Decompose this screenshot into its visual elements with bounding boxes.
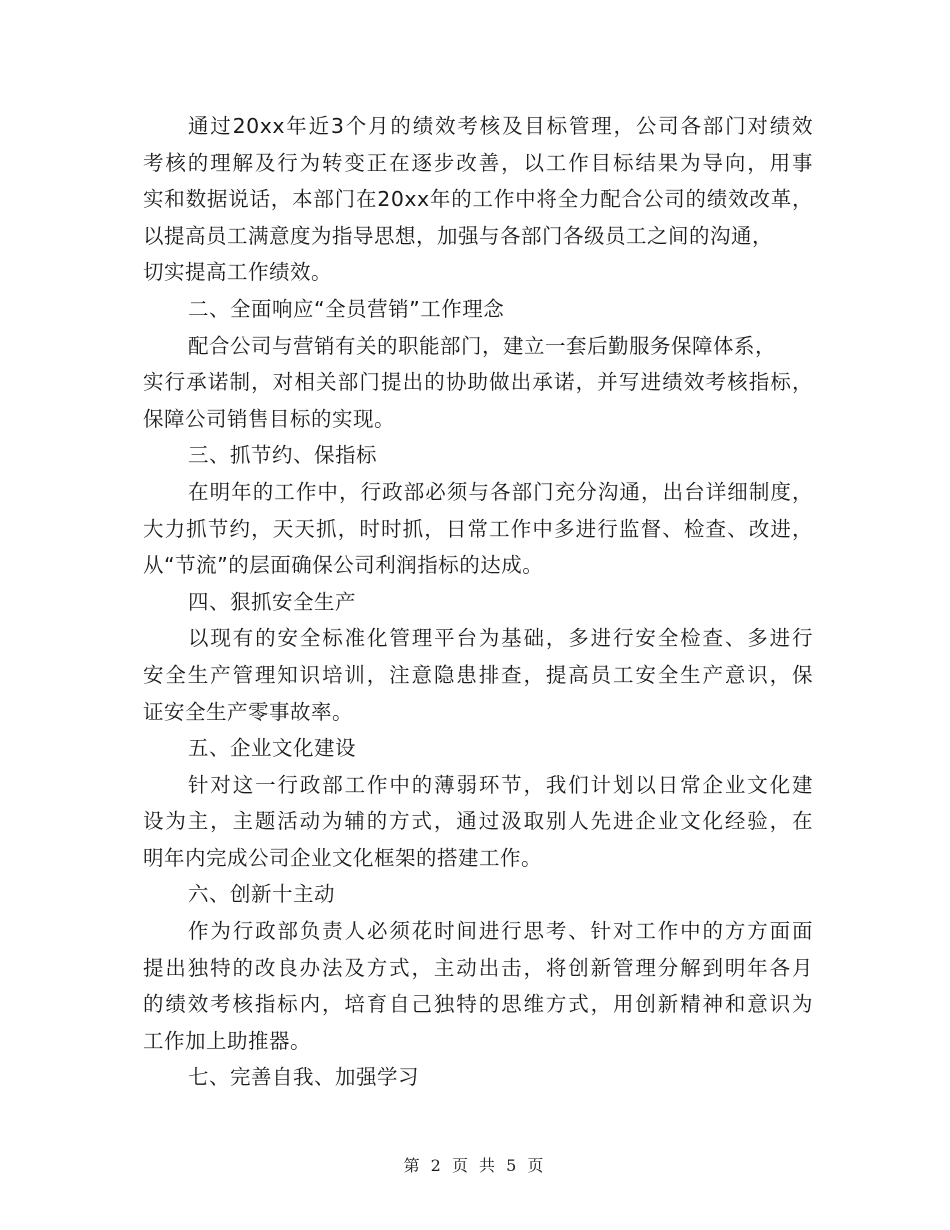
text-line: 切实提高工作绩效。 [143, 260, 332, 285]
text-line: 以提高员工满意度为指导思想，加强与各部门各级员工之间的沟通， [143, 223, 773, 248]
text-line: 实行承诺制，对相关部门提出的协助做出承诺，并写进绩效考核指标， [143, 370, 813, 395]
text-line: 保障公司销售目标的实现。 [143, 406, 395, 431]
text-line: 针对这一行政部工作中的薄弱环节，我们计划以日常企业文化建 [188, 772, 813, 797]
text-line: 作为行政部负责人必须花时间进行思考、针对工作中的方方面面 [188, 919, 813, 944]
text-line: 从“节流”的层面确保公司利润指标的达成。 [143, 553, 544, 578]
text-line: 五、企业文化建设 [188, 736, 356, 761]
text-line: 的绩效考核指标内，培育自己独特的思维方式，用创新精神和意识为 [143, 992, 813, 1017]
text-line: 安全生产管理知识培训，注意隐患排查，提高员工安全生产意识，保 [143, 662, 813, 687]
text-line: 证安全生产零事故率。 [143, 699, 353, 724]
text-line: 明年内完成公司企业文化框架的搭建工作。 [143, 845, 542, 870]
page-footer: 第 2 页 共 5 页 [403, 1156, 547, 1175]
text-line: 大力抓节约，天天抓，时时抓，日常工作中多进行监督、检查、改进， [143, 516, 813, 541]
text-line: 考核的理解及行为转变正在逐步改善，以工作目标结果为导向，用事 [143, 150, 813, 175]
text-line: 四、狠抓安全生产 [188, 589, 356, 614]
text-line: 七、完善自我、加强学习 [188, 1065, 419, 1090]
text-line: 六、创新十主动 [188, 882, 335, 907]
text-line: 三、抓节约、保指标 [188, 443, 377, 468]
text-line: 实和数据说话，本部门在20xx年的工作中将全力配合公司的绩效改革， [143, 187, 813, 212]
text-line: 通过20xx年近3个月的绩效考核及目标管理，公司各部门对绩效 [188, 114, 813, 138]
text-line: 二、全面响应“全员营销”工作理念 [188, 296, 505, 321]
text-line: 提出独特的改良办法及方式，主动出击，将创新管理分解到明年各月 [143, 955, 813, 980]
text-line: 在明年的工作中，行政部必须与各部门充分沟通，出台详细制度， [188, 479, 813, 504]
text-line: 设为主，主题活动为辅的方式，通过汲取别人先进企业文化经验，在 [143, 809, 813, 834]
text-line: 配合公司与营销有关的职能部门，建立一套后勤服务保障体系， [188, 333, 776, 358]
text-line: 以现有的安全标准化管理平台为基础，多进行安全检查、多进行 [188, 626, 813, 651]
text-line: 工作加上助推器。 [143, 1028, 311, 1053]
document-body [143, 108, 813, 1096]
